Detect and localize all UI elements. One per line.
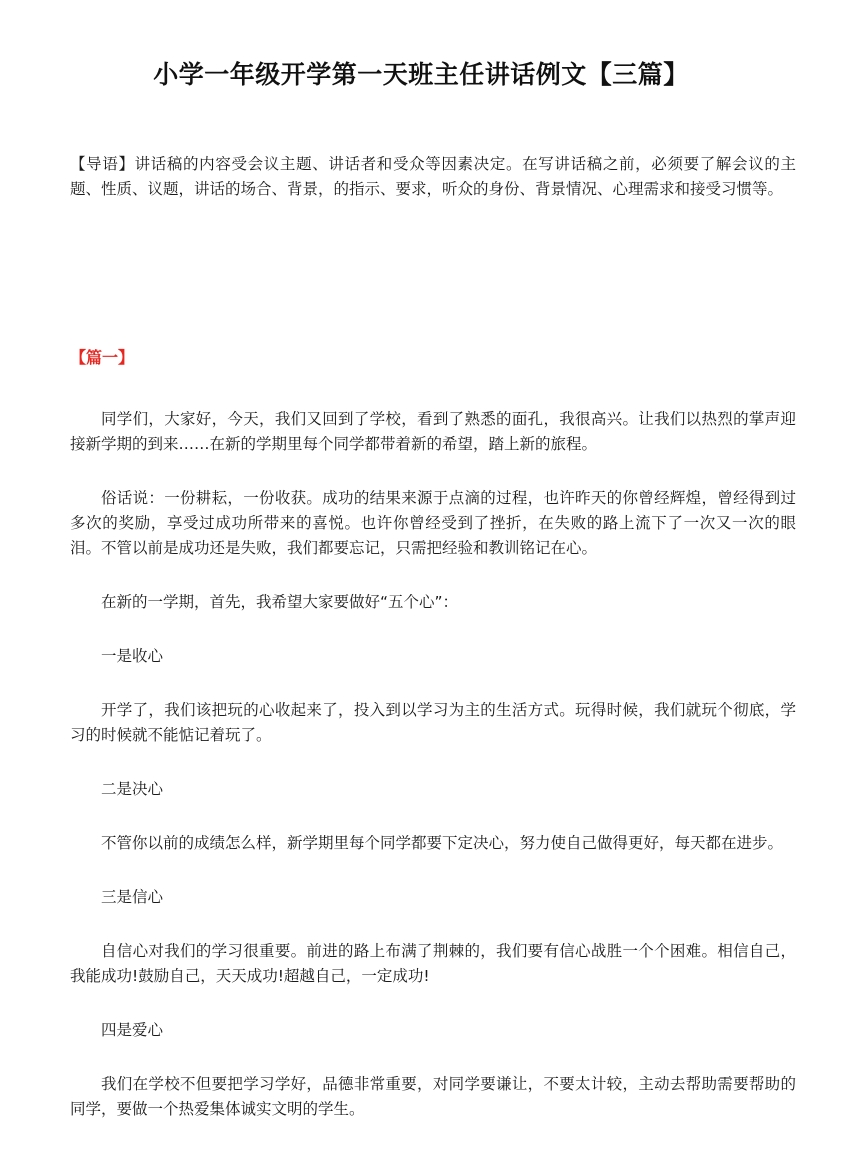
subheading-paragraph: 二是决心 bbox=[101, 780, 164, 798]
document-title: 小学一年级开学第一天班主任讲话例文【三篇】 bbox=[153, 60, 689, 89]
body-text bbox=[70, 407, 796, 1151]
body-paragraph: 我们在学校不但要把学习学好，品德非常重要，对同学要谦让，不要太计较，主动去帮助需要帮助的同学，要做一个热爱集体诚实文明的学生。 bbox=[70, 1075, 796, 1118]
section-heading-part-one: 【篇一】 bbox=[70, 348, 135, 367]
body-paragraph: 自信心对我们的学习很重要。前进的路上布满了荆棘的，我们要有信心战胜一个个困难。相信自己，我能成功!鼓励自己，天天成功!超越自己，一定成功! bbox=[70, 942, 796, 985]
intro-paragraph: 【导语】讲话稿的内容受会议主题、讲话者和受众等因素决定。在写讲话稿之前，必须要了解会议的主题、性质、议题，讲话的场合、背景，的指示、要求，听众的身份、背景情况、心理需求和接受习惯等。 bbox=[70, 155, 796, 198]
body-paragraph: 不管你以前的成绩怎么样，新学期里每个同学都要下定决心，努力使自己做得更好，每天都在进步。 bbox=[101, 834, 784, 852]
subheading-paragraph: 三是信心 bbox=[101, 888, 164, 906]
body-paragraph: 开学了，我们该把玩的心收起来了，投入到以学习为主的生活方式。玩得时候，我们就玩个彻底，学习的时候就不能惦记着玩了。 bbox=[70, 701, 796, 744]
subheading-paragraph: 四是爱心 bbox=[101, 1021, 164, 1039]
body-paragraph: 俗话说：一份耕耘，一份收获。成功的结果来源于点滴的过程，也许昨天的你曾经辉煌，曾经得到过多次的奖励，享受过成功所带来的喜悦。也许你曾经受到了挫折，在失败的路上流下了一次又一次的眼泪。不管以前是成功还是失败，我们都要忘记，只需把经验和教训铭记在心。 bbox=[70, 489, 796, 557]
subheading-paragraph: 一是收心 bbox=[101, 647, 164, 665]
body-paragraph: 同学们，大家好，今天，我们又回到了学校，看到了熟悉的面孔，我很高兴。让我们以热烈的掌声迎接新学期的到来……在新的学期里每个同学都带着新的希望，踏上新的旅程。 bbox=[70, 410, 796, 453]
body-paragraph: 在新的一学期，首先，我希望大家要做好“五个心”： bbox=[101, 593, 459, 611]
